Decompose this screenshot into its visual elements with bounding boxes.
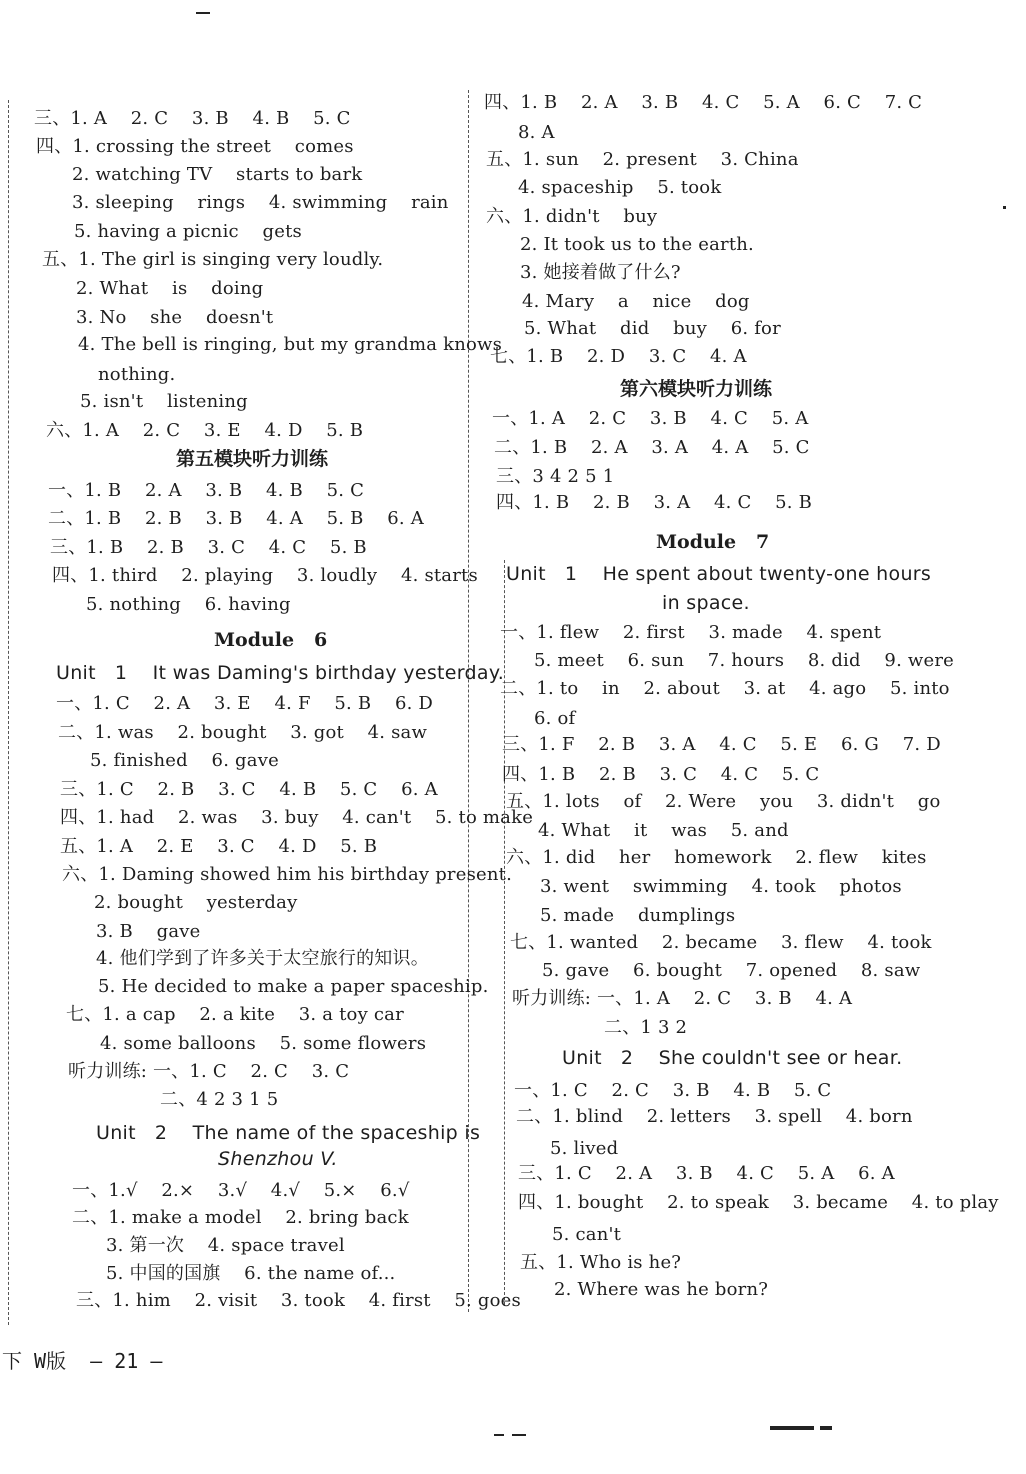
answer-line: 一、1. A 2. C 3. B 4. C 5. A bbox=[492, 408, 809, 429]
answer-line: 二、1. B 2. B 3. B 4. A 5. B 6. A bbox=[48, 508, 424, 529]
answer-line: 一、1.√ 2.× 3.√ 4.√ 5.× 6.√ bbox=[72, 1180, 410, 1201]
answer-line: 六、1. A 2. C 3. E 4. D 5. B bbox=[46, 420, 364, 441]
section-heading: 第六模块听力训练 bbox=[620, 378, 773, 400]
answer-line: 七、1. B 2. D 3. C 4. A bbox=[490, 346, 747, 367]
answer-line: 5. meet 6. sun 7. hours 8. did 9. were bbox=[534, 650, 955, 671]
answer-line: 三、1. C 2. B 3. C 4. B 5. C 6. A bbox=[60, 779, 438, 800]
answer-line: 3. went swimming 4. took photos bbox=[540, 876, 902, 897]
answer-line: 三、1. F 2. B 3. A 4. C 5. E 6. G 7. D bbox=[502, 734, 941, 755]
right-column-rule bbox=[504, 560, 505, 1305]
answer-line: 5. What did buy 6. for bbox=[524, 318, 781, 339]
unit-heading: in space. bbox=[662, 592, 750, 614]
answer-line: 4. Mary a nice dog bbox=[522, 291, 750, 312]
answer-line: 4. What it was 5. and bbox=[538, 820, 789, 841]
answer-line: 五、1. The girl is singing very loudly. bbox=[42, 249, 384, 270]
answer-line: 六、1. didn't buy bbox=[486, 206, 658, 227]
answer-line: 四、1. had 2. was 3. buy 4. can't 5. to make bbox=[60, 807, 534, 828]
answer-line: 二、1. was 2. bought 3. got 4. saw bbox=[58, 722, 428, 743]
answer-line: 一、1. C 2. A 3. E 4. F 5. B 6. D bbox=[56, 693, 434, 714]
answer-line: 5. 中国的国旗 6. the name of... bbox=[106, 1263, 396, 1284]
answer-line: 5. can't bbox=[552, 1224, 622, 1245]
answer-line: 4. spaceship 5. took bbox=[518, 177, 722, 198]
answer-line: 二、4 2 3 1 5 bbox=[160, 1089, 279, 1110]
answer-line: 五、1. lots of 2. Were you 3. didn't go bbox=[506, 791, 941, 812]
answer-line: 三、1. A 2. C 3. B 4. B 5. C bbox=[34, 108, 351, 129]
answer-line: 听力训练: 一、1. C 2. C 3. C bbox=[68, 1061, 350, 1082]
answer-line: 8. A bbox=[518, 122, 555, 143]
answer-line: 五、1. A 2. E 3. C 4. D 5. B bbox=[60, 836, 378, 857]
section-heading: 第五模块听力训练 bbox=[176, 448, 329, 470]
answer-line: 2. watching TV starts to bark bbox=[72, 164, 363, 185]
left-margin-rule bbox=[8, 100, 9, 1325]
answer-line: 一、1. flew 2. first 3. made 4. spent bbox=[500, 622, 882, 643]
answer-line: 3. B gave bbox=[96, 921, 201, 942]
answer-line: 5. having a picnic gets bbox=[74, 221, 302, 242]
answer-line: 2. Where was he born? bbox=[554, 1279, 769, 1300]
answer-line: 六、1. Daming showed him his birthday present. bbox=[62, 864, 513, 885]
answer-line: 5. gave 6. bought 7. opened 8. saw bbox=[542, 960, 921, 981]
answer-line: 一、1. C 2. C 3. B 4. B 5. C bbox=[514, 1080, 832, 1101]
page-footer: 下 W版 — 21 — bbox=[2, 1349, 163, 1373]
top-mark bbox=[196, 12, 210, 14]
answer-line: 二、1. make a model 2. bring back bbox=[72, 1207, 409, 1228]
answer-line: 3. 她接着做了什么? bbox=[520, 262, 681, 283]
answer-line: 5. isn't listening bbox=[80, 391, 248, 412]
answer-line: 五、1. Who is he? bbox=[520, 1252, 682, 1273]
answer-line: 2. What is doing bbox=[76, 278, 264, 299]
answer-line: 四、1. third 2. playing 3. loudly 4. starts bbox=[52, 565, 478, 586]
bottom-mark-c bbox=[494, 1434, 504, 1436]
answer-line: 5. made dumplings bbox=[540, 905, 736, 926]
answer-line: 3. No she doesn't bbox=[76, 307, 274, 328]
unit-heading: Unit 1 He spent about twenty-one hours bbox=[506, 563, 932, 585]
answer-line: nothing. bbox=[98, 364, 176, 385]
answer-line: 四、1. crossing the street comes bbox=[36, 136, 354, 157]
answer-line: 二、1. to in 2. about 3. at 4. ago 5. into bbox=[500, 678, 950, 699]
answer-line: 二、1. B 2. A 3. A 4. A 5. C bbox=[494, 437, 810, 458]
answer-line: 5. He decided to make a paper spaceship. bbox=[98, 976, 489, 997]
answer-line: 3. 第一次 4. space travel bbox=[106, 1235, 345, 1256]
answer-line: 2. bought yesterday bbox=[94, 892, 298, 913]
answer-line: 二、1. blind 2. letters 3. spell 4. born bbox=[516, 1106, 913, 1127]
answer-line: 3. sleeping rings 4. swimming rain bbox=[72, 192, 449, 213]
section-heading: Module 6 bbox=[214, 629, 328, 651]
section-heading: Module 7 bbox=[656, 531, 770, 553]
answer-line: 2. It took us to the earth. bbox=[520, 234, 754, 255]
answer-line: 三、1. him 2. visit 3. took 4. first 5. goes bbox=[76, 1290, 521, 1311]
answer-line: 四、1. bought 2. to speak 3. became 4. to play bbox=[518, 1192, 999, 1213]
margin-dot bbox=[1003, 206, 1006, 209]
answer-line: 一、1. B 2. A 3. B 4. B 5. C bbox=[48, 480, 365, 501]
answer-line: 5. lived bbox=[550, 1138, 619, 1159]
answer-line: 4. The bell is ringing, but my grandma knows bbox=[78, 334, 503, 355]
answer-line: 四、1. B 2. B 3. A 4. C 5. B bbox=[496, 492, 813, 513]
answer-line: 三、1. B 2. B 3. C 4. C 5. B bbox=[50, 537, 367, 558]
answer-line: 七、1. a cap 2. a kite 3. a toy car bbox=[66, 1004, 404, 1025]
answer-line: 二、1 3 2 bbox=[604, 1017, 688, 1038]
bottom-mark-d bbox=[512, 1434, 526, 1436]
answer-line: 4. 他们学到了许多关于太空旅行的知识。 bbox=[96, 948, 429, 969]
bottom-mark-a bbox=[770, 1426, 814, 1430]
answer-line: 三、3 4 2 5 1 bbox=[496, 466, 615, 487]
answer-line: 四、1. B 2. B 3. C 4. C 5. C bbox=[502, 764, 820, 785]
unit-heading: Unit 2 The name of the spaceship is bbox=[96, 1122, 481, 1144]
unit-heading: Unit 1 It was Daming's birthday yesterday. bbox=[56, 662, 505, 684]
answer-line: 听力训练: 一、1. A 2. C 3. B 4. A bbox=[512, 988, 853, 1009]
answer-line: 6. of bbox=[534, 708, 576, 729]
answer-line: 三、1. C 2. A 3. B 4. C 5. A 6. A bbox=[518, 1163, 895, 1184]
unit-heading: Unit 2 She couldn't see or hear. bbox=[562, 1047, 903, 1069]
answer-line: 5. nothing 6. having bbox=[86, 594, 291, 615]
answer-line: 六、1. did her homework 2. flew kites bbox=[506, 847, 927, 868]
answer-line: 4. some balloons 5. some flowers bbox=[100, 1033, 427, 1054]
answer-line: 5. finished 6. gave bbox=[90, 750, 279, 771]
unit-heading: Shenzhou V. bbox=[218, 1148, 338, 1170]
answer-line: 五、1. sun 2. present 3. China bbox=[486, 149, 799, 170]
answer-line: 四、1. B 2. A 3. B 4. C 5. A 6. C 7. C bbox=[484, 92, 923, 113]
answer-line: 七、1. wanted 2. became 3. flew 4. took bbox=[510, 932, 932, 953]
bottom-mark-b bbox=[820, 1426, 832, 1430]
